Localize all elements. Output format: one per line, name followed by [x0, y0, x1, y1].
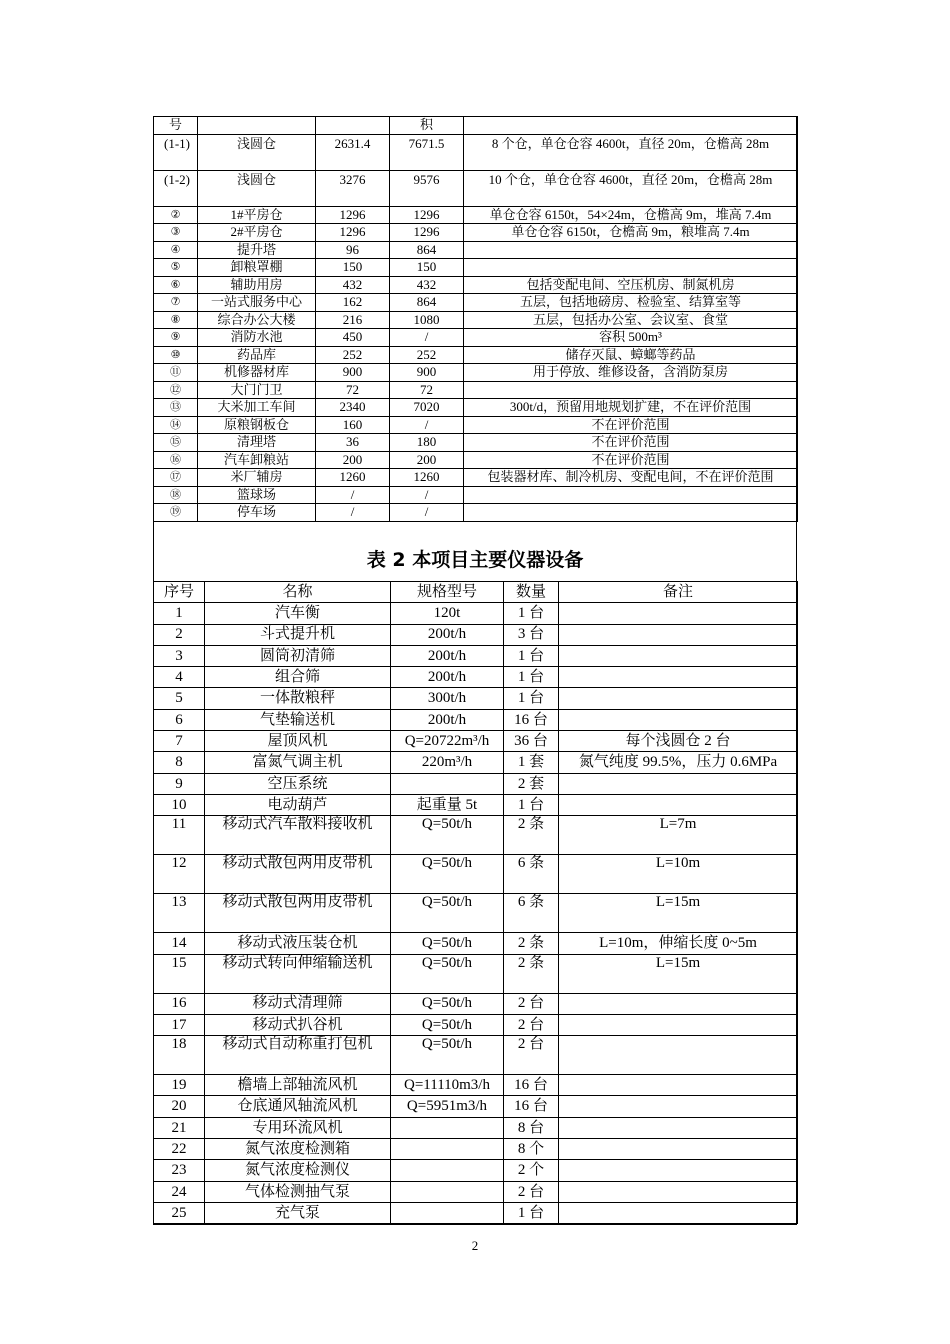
table2-cell [391, 773, 504, 794]
table1-cell-no: ⑫ [154, 381, 198, 399]
table1-cell-name: 篮球场 [198, 486, 316, 504]
table1-cell-name: 大门门卫 [198, 381, 316, 399]
table2-cell [559, 1181, 798, 1202]
table2-cell: 氮气浓度检测仪 [205, 1160, 391, 1181]
table1-cell-no: ⑨ [154, 329, 198, 347]
table2-row [154, 794, 798, 815]
table1-cell-a: 900 [316, 364, 390, 382]
table2-cell: 移动式散包两用皮带机 [205, 894, 391, 933]
table1-cell-name: 提升塔 [198, 241, 316, 259]
table2-cell: Q=5951m3/h [391, 1096, 504, 1117]
table2-cell: 200t/h [391, 624, 504, 645]
table1-cell-no: ⑭ [154, 416, 198, 434]
table2-row [154, 1096, 798, 1117]
table1-cell-no: ⑦ [154, 294, 198, 312]
table1-cell-no: ③ [154, 224, 198, 242]
table1-cell-no: ⑤ [154, 259, 198, 277]
table2-cell [559, 1160, 798, 1181]
table1-cell-name: 1#平房仓 [198, 206, 316, 224]
table2-cell: 16 台 [504, 1075, 559, 1096]
table2-cell: 移动式散包两用皮带机 [205, 855, 391, 894]
table1-cell-name: 原粮钢板仓 [198, 416, 316, 434]
table2-cell [559, 1014, 798, 1035]
table2-cell: 16 台 [504, 709, 559, 730]
table2-cell [559, 603, 798, 624]
table1-cell-name: 2#平房仓 [198, 224, 316, 242]
table2-cell: 6 [154, 709, 205, 730]
table2-row [154, 1160, 798, 1181]
table2-cell: Q=50t/h [391, 1036, 504, 1075]
table2-row [154, 1075, 798, 1096]
table1-cell-a: 150 [316, 259, 390, 277]
table1-cell-b: 150 [390, 259, 464, 277]
table1-cell-note: 用于停放、维修设备，含消防泵房 [464, 364, 798, 382]
table2-cell: 斗式提升机 [205, 624, 391, 645]
table1-cell-a: 36 [316, 434, 390, 452]
table1-cell-b: 7671.5 [390, 134, 464, 170]
table2-row [154, 667, 798, 688]
table2-cell: 36 台 [504, 731, 559, 752]
table1-cell-name: 清理塔 [198, 434, 316, 452]
table2-header-cell: 规格型号 [391, 582, 504, 603]
table2-cell [559, 1202, 798, 1223]
table1-cell-name: 药品库 [198, 346, 316, 364]
table2-cell: 屋顶风机 [205, 731, 391, 752]
table2-cell: 1 台 [504, 794, 559, 815]
table1-cell-note: 不在评价范围 [464, 434, 798, 452]
table2-cell: 移动式汽车散料接收机 [205, 816, 391, 855]
table1-cell-name: 汽车卸粮站 [198, 451, 316, 469]
table2-cell: 8 台 [504, 1117, 559, 1138]
table2-cell: Q=50t/h [391, 816, 504, 855]
table2-cell: 气垫输送机 [205, 709, 391, 730]
table2-row [154, 993, 798, 1014]
table1-cell-no: (1-1) [154, 134, 198, 170]
table2-row [154, 624, 798, 645]
table1-cell-b: 864 [390, 241, 464, 259]
table2-row [154, 1036, 798, 1075]
table2-cell [559, 773, 798, 794]
table2-cell: 空压系统 [205, 773, 391, 794]
table1-cell-note [464, 381, 798, 399]
table1-cell-note: 包装器材库、制冷机房、变配电间，不在评价范围 [464, 469, 798, 487]
table2-cell: 8 [154, 752, 205, 773]
table1-cell-a: 96 [316, 241, 390, 259]
table2-row [154, 855, 798, 894]
table1-cell-note: 单仓仓容 6150t，仓檐高 9m，粮堆高 7.4m [464, 224, 798, 242]
table1-cell-name: 浅圆仓 [198, 134, 316, 170]
table2-cell: 2 套 [504, 773, 559, 794]
table2-cell: 1 台 [504, 667, 559, 688]
table2-cell: 20 [154, 1096, 205, 1117]
table1-row [154, 346, 798, 364]
table2-row [154, 688, 798, 709]
page-number: 2 [471, 1238, 479, 1253]
table1-cell-no: ⑱ [154, 486, 198, 504]
table2-cell: 12 [154, 855, 205, 894]
table1-row [154, 469, 798, 487]
table2-cell: 富氮气调主机 [205, 752, 391, 773]
table2-cell: 氮气纯度 99.5%，压力 0.6MPa [559, 752, 798, 773]
table1-cell-b: 1080 [390, 311, 464, 329]
table2-cell [559, 688, 798, 709]
table2-cell: 2 条 [504, 816, 559, 855]
table1-cell-name: 米厂辅房 [198, 469, 316, 487]
table2-cell [559, 667, 798, 688]
table1-cell-no: ⑮ [154, 434, 198, 452]
table1-cell-a: 162 [316, 294, 390, 312]
table1-row [154, 134, 798, 170]
table2-cell: 1 [154, 603, 205, 624]
table2-cell: 2 个 [504, 1160, 559, 1181]
table2-row [154, 1117, 798, 1138]
table2-cell: 21 [154, 1117, 205, 1138]
table2-row [154, 816, 798, 855]
table2-cell: 5 [154, 688, 205, 709]
table1-cell-a: 216 [316, 311, 390, 329]
table2-cell: 24 [154, 1181, 205, 1202]
table2-row [154, 1202, 798, 1223]
table2-cell: 220m³/h [391, 752, 504, 773]
table2-cell [559, 709, 798, 730]
table1-row [154, 311, 798, 329]
table1-cell-a: 160 [316, 416, 390, 434]
table1-row [154, 434, 798, 452]
table2-cell [559, 1139, 798, 1160]
table1-cell-note: 8 个仓，单仓仓容 4600t，直径 20m，仓檐高 28m [464, 134, 798, 170]
table2-cell: 移动式转向伸缩输送机 [205, 954, 391, 993]
table2-cell: L=7m [559, 816, 798, 855]
table2-cell [391, 1181, 504, 1202]
table2-cell: 一体散粮秤 [205, 688, 391, 709]
table2-cell: 气体检测抽气泵 [205, 1181, 391, 1202]
table2-cell [559, 1075, 798, 1096]
table1-cell-name: 浅圆仓 [198, 170, 316, 206]
table2-header-cell: 名称 [205, 582, 391, 603]
table2-row [154, 645, 798, 666]
table1-header-cell [316, 117, 390, 135]
table2-cell: Q=50t/h [391, 855, 504, 894]
table2-cell: L=10m，伸缩长度 0~5m [559, 933, 798, 954]
table2-cell: 汽车衡 [205, 603, 391, 624]
table2-row [154, 954, 798, 993]
table1-row [154, 259, 798, 277]
table1-cell-name: 消防水池 [198, 329, 316, 347]
table2-row [154, 773, 798, 794]
table2-cell [559, 1117, 798, 1138]
table1-cell-note: 五层，包括办公室、会议室、食堂 [464, 311, 798, 329]
table2-cell: 移动式自动称重打包机 [205, 1036, 391, 1075]
table1-cell-no: ⑩ [154, 346, 198, 364]
table1-cell-a: 450 [316, 329, 390, 347]
table2-cell: Q=11110m3/h [391, 1075, 504, 1096]
table2-row [154, 1014, 798, 1035]
table2-cell: 17 [154, 1014, 205, 1035]
table2-cell: 移动式扒谷机 [205, 1014, 391, 1035]
table2-row [154, 1181, 798, 1202]
table1-cell-note: 不在评价范围 [464, 416, 798, 434]
table1-cell-b: 1296 [390, 224, 464, 242]
table1-cell-a: / [316, 486, 390, 504]
table2-cell: 组合筛 [205, 667, 391, 688]
table1-header-cell [464, 117, 798, 135]
table2-header-cell: 序号 [154, 582, 205, 603]
table2-header-row [154, 582, 798, 603]
table1-cell-no: ⑪ [154, 364, 198, 382]
table1-cell-note: 五层，包括地磅房、检验室、结算室等 [464, 294, 798, 312]
table2-cell: 圆筒初清筛 [205, 645, 391, 666]
table1-row [154, 399, 798, 417]
table1-row [154, 206, 798, 224]
table1-cell-name: 机修器材库 [198, 364, 316, 382]
table1-cell-b: 200 [390, 451, 464, 469]
equipment-table [153, 581, 798, 1224]
table1-cell-a: 432 [316, 276, 390, 294]
table2-cell: 1 台 [504, 688, 559, 709]
table2-row [154, 603, 798, 624]
table2-cell [559, 645, 798, 666]
table1-row [154, 241, 798, 259]
table2-cell: 8 个 [504, 1139, 559, 1160]
table1-cell-name: 综合办公大楼 [198, 311, 316, 329]
table1-cell-note [464, 241, 798, 259]
table2-cell: 仓底通风轴流风机 [205, 1096, 391, 1117]
building-table [153, 116, 798, 522]
table1-cell-name: 停车场 [198, 504, 316, 522]
table1-cell-b: / [390, 416, 464, 434]
table1-cell-note [464, 504, 798, 522]
table1-cell-no: ⑰ [154, 469, 198, 487]
table2-cell: 3 台 [504, 624, 559, 645]
table2-cell: 300t/h [391, 688, 504, 709]
table1-cell-note [464, 259, 798, 277]
table1-cell-note: 包括变配电间、空压机房、制氮机房 [464, 276, 798, 294]
table2-cell: 专用环流风机 [205, 1117, 391, 1138]
table1-cell-b: 7020 [390, 399, 464, 417]
table2-cell [391, 1160, 504, 1181]
table2-cell: 每个浅圆仓 2 台 [559, 731, 798, 752]
table2-row [154, 1139, 798, 1160]
table2-cell [559, 624, 798, 645]
table1-cell-a: 1260 [316, 469, 390, 487]
table1-cell-b: 252 [390, 346, 464, 364]
table1-cell-b: 72 [390, 381, 464, 399]
table2-cell: 200t/h [391, 645, 504, 666]
table2-cell: L=15m [559, 894, 798, 933]
table2-cell: 18 [154, 1036, 205, 1075]
table1-cell-a: 2631.4 [316, 134, 390, 170]
table2-cell: Q=50t/h [391, 993, 504, 1014]
table1-cell-no: (1-2) [154, 170, 198, 206]
table1-row [154, 170, 798, 206]
table2-cell: 10 [154, 794, 205, 815]
table1-cell-a: 3276 [316, 170, 390, 206]
table1-cell-note [464, 486, 798, 504]
table1-cell-no: ② [154, 206, 198, 224]
table1-cell-no: ⑯ [154, 451, 198, 469]
table2-cell: Q=50t/h [391, 954, 504, 993]
table1-cell-note: 单仓仓容 6150t，54×24m，仓檐高 9m，堆高 7.4m [464, 206, 798, 224]
table1-cell-no: ⑲ [154, 504, 198, 522]
table2-cell: 16 台 [504, 1096, 559, 1117]
table2-cell [391, 1117, 504, 1138]
table2-cell [559, 993, 798, 1014]
table2-cell: 4 [154, 667, 205, 688]
table2-cell: 1 台 [504, 603, 559, 624]
table2-cell: 1 台 [504, 645, 559, 666]
table2-cell: 200t/h [391, 709, 504, 730]
table2-cell: 2 台 [504, 1036, 559, 1075]
table2-cell: 120t [391, 603, 504, 624]
table1-cell-name: 辅助用房 [198, 276, 316, 294]
table2-row [154, 933, 798, 954]
table2-cell: 6 条 [504, 855, 559, 894]
table2-cell: 充气泵 [205, 1202, 391, 1223]
table1-cell-no: ⑧ [154, 311, 198, 329]
table1-cell-a: 200 [316, 451, 390, 469]
table2-cell [559, 794, 798, 815]
table1-row [154, 329, 798, 347]
table1-cell-a: 72 [316, 381, 390, 399]
table1-cell-b: 1296 [390, 206, 464, 224]
table2-cell: 2 台 [504, 1014, 559, 1035]
table2-row [154, 894, 798, 933]
table2-cell: 电动葫芦 [205, 794, 391, 815]
table1-row [154, 364, 798, 382]
table2-cell: 2 [154, 624, 205, 645]
table2-row [154, 731, 798, 752]
table2-cell: 6 条 [504, 894, 559, 933]
table2-cell: 起重量 5t [391, 794, 504, 815]
table1-cell-note: 不在评价范围 [464, 451, 798, 469]
table2-header-cell: 备注 [559, 582, 798, 603]
table1-row [154, 451, 798, 469]
table2-cell [391, 1139, 504, 1160]
table2-cell: 移动式液压装仓机 [205, 933, 391, 954]
table1-cell-no: ⑥ [154, 276, 198, 294]
table2-cell: 1 台 [504, 1202, 559, 1223]
table1-cell-b: 432 [390, 276, 464, 294]
table2-cell: 檐墙上部轴流风机 [205, 1075, 391, 1096]
table2-cell: 200t/h [391, 667, 504, 688]
table2-cell [559, 1036, 798, 1075]
table2-cell: 15 [154, 954, 205, 993]
table1-cell-a: 1296 [316, 206, 390, 224]
table1-cell-b: 900 [390, 364, 464, 382]
table2-cell: Q=20722m³/h [391, 731, 504, 752]
table1-row [154, 381, 798, 399]
table2-cell: 7 [154, 731, 205, 752]
table1-row [154, 224, 798, 242]
table1-cell-note: 储存灭鼠、蟑螂等药品 [464, 346, 798, 364]
table2-cell: 23 [154, 1160, 205, 1181]
table1-cell-b: 9576 [390, 170, 464, 206]
table1-cell-note: 300t/d，预留用地规划扩建，不在评价范围 [464, 399, 798, 417]
table1-cell-a: 2340 [316, 399, 390, 417]
table2-row [154, 752, 798, 773]
table1-row [154, 294, 798, 312]
table2-title: 表 2 本项目主要仪器设备 [366, 549, 584, 571]
table1-cell-no: ⑬ [154, 399, 198, 417]
table2-cell: 13 [154, 894, 205, 933]
table1-cell-no: ④ [154, 241, 198, 259]
table2-cell: 2 条 [504, 954, 559, 993]
table1-header-cell: 积 [390, 117, 464, 135]
table1-cell-b: 864 [390, 294, 464, 312]
table2-cell: 移动式清理筛 [205, 993, 391, 1014]
table1-row [154, 276, 798, 294]
table2-header-cell: 数量 [504, 582, 559, 603]
table2-cell: Q=50t/h [391, 894, 504, 933]
table2-cell: 1 套 [504, 752, 559, 773]
table1-cell-a: 252 [316, 346, 390, 364]
table2-cell: 2 条 [504, 933, 559, 954]
table1-row [154, 416, 798, 434]
table1-cell-note: 容积 500m³ [464, 329, 798, 347]
table2-cell: 2 台 [504, 993, 559, 1014]
table1-cell-name: 大米加工车间 [198, 399, 316, 417]
table2-row [154, 709, 798, 730]
table1-cell-b: / [390, 329, 464, 347]
table1-header-cell [198, 117, 316, 135]
table2-cell: L=10m [559, 855, 798, 894]
table1-row [154, 504, 798, 522]
table2-cell: 14 [154, 933, 205, 954]
table1-cell-name: 一站式服务中心 [198, 294, 316, 312]
table1-header-cell: 号 [154, 117, 198, 135]
table2-cell: 2 台 [504, 1181, 559, 1202]
table2-cell: 22 [154, 1139, 205, 1160]
table1-cell-b: 180 [390, 434, 464, 452]
table2-cell: 11 [154, 816, 205, 855]
table2-cell [559, 1096, 798, 1117]
table2-cell: L=15m [559, 954, 798, 993]
table2-cell: Q=50t/h [391, 1014, 504, 1035]
table1-cell-b: / [390, 504, 464, 522]
table1-cell-name: 卸粮罩棚 [198, 259, 316, 277]
table1-cell-b: 1260 [390, 469, 464, 487]
table2-cell: Q=50t/h [391, 933, 504, 954]
table1-row [154, 486, 798, 504]
table1-header-row [154, 117, 798, 135]
table2-cell: 16 [154, 993, 205, 1014]
table1-cell-a: / [316, 504, 390, 522]
table2-cell: 25 [154, 1202, 205, 1223]
table2-cell: 9 [154, 773, 205, 794]
table2-cell: 氮气浓度检测箱 [205, 1139, 391, 1160]
table2-cell [391, 1202, 504, 1223]
table2-cell: 3 [154, 645, 205, 666]
table1-cell-note: 10 个仓，单仓仓容 4600t，直径 20m，仓檐高 28m [464, 170, 798, 206]
table1-cell-b: / [390, 486, 464, 504]
table1-cell-a: 1296 [316, 224, 390, 242]
table2-cell: 19 [154, 1075, 205, 1096]
